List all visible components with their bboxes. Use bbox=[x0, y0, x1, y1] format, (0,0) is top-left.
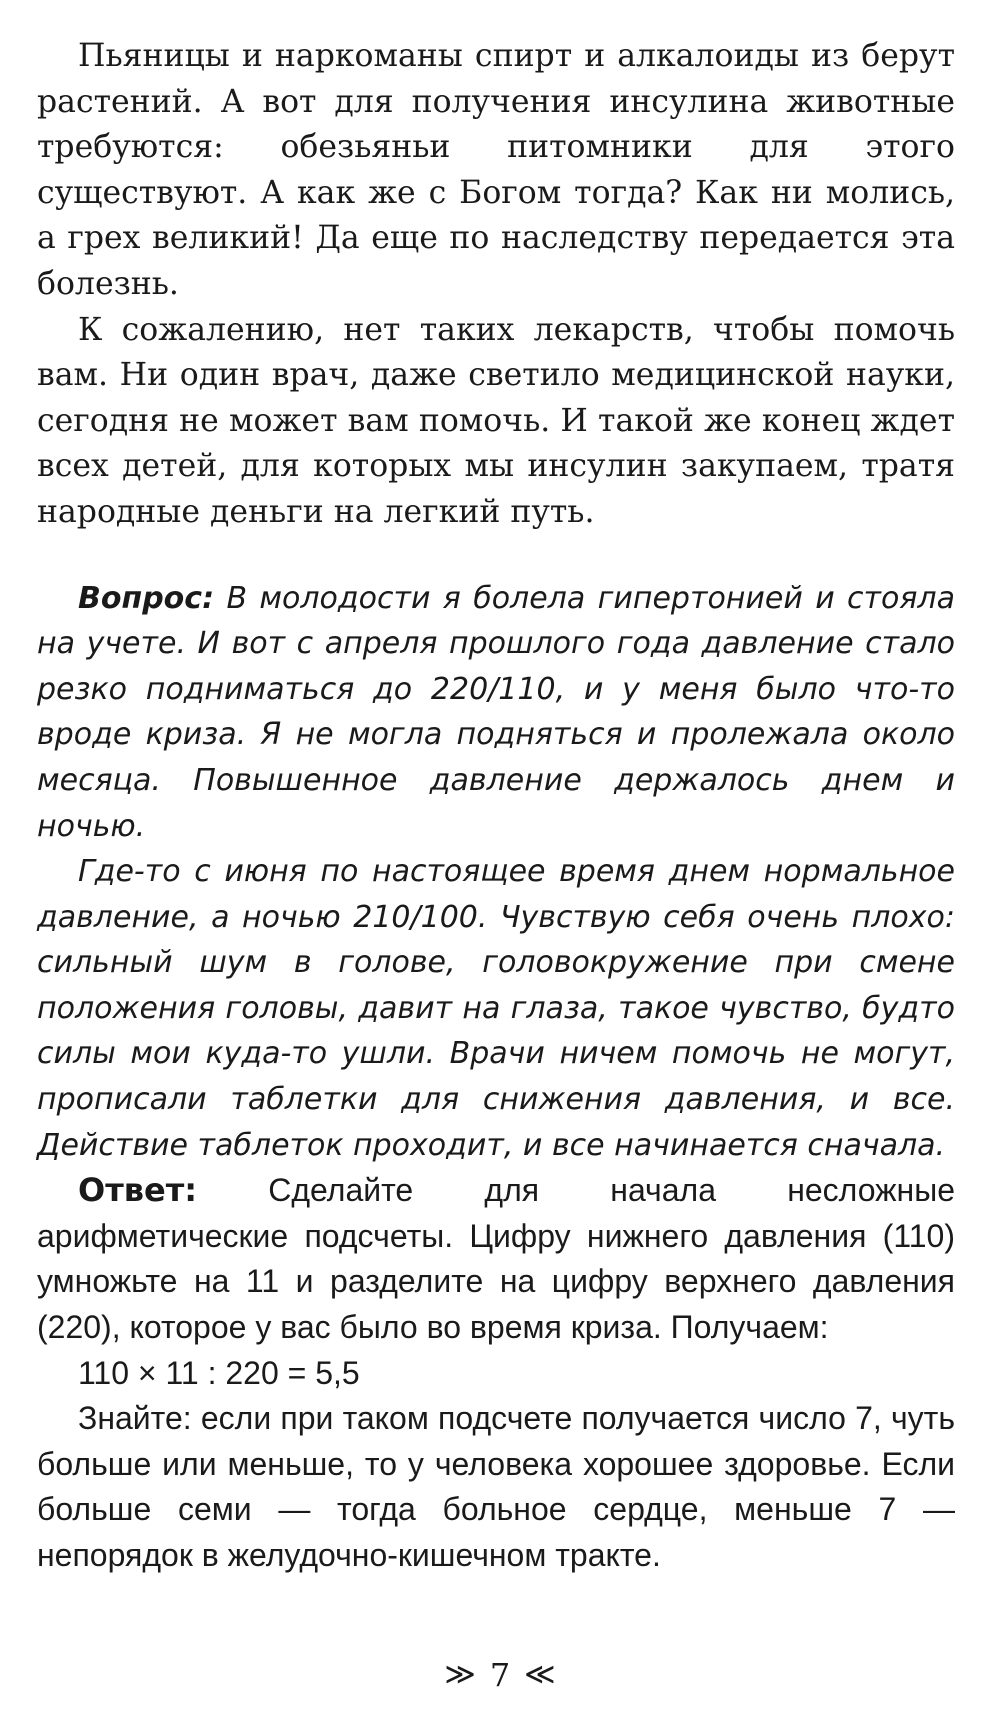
page-footer bbox=[0, 1652, 1000, 1695]
question-label: Вопрос: bbox=[78, 580, 215, 616]
answer-label: Ответ: bbox=[78, 1171, 198, 1210]
page-body bbox=[37, 34, 955, 1579]
page-number: 7 bbox=[489, 1655, 511, 1694]
ornament-left-icon: ≫ bbox=[444, 1656, 476, 1692]
ornament-right-icon: ≪ bbox=[524, 1656, 556, 1692]
answer-block bbox=[37, 1168, 955, 1350]
paragraph-no-medicine: К сожалению, нет таких лекарств, чтобы помочь вам. Ни один врач, даже светило медицинской науки, сегодня не может вам помочь. И такой же конец ждет всех детей, для которых мы инсулин закупаем, тратя народные деньги на легкий путь. bbox=[37, 311, 955, 530]
paragraph-intro: Пьяницы и наркоманы спирт и алкалоиды из берут растений. А вот для получения инсулина животные требуются: обезьяньи питомники для этого существуют. А как же с Богом тогда? Как ни молись, а грех великий! Да еще по наследству передается эта болезнь. bbox=[37, 38, 955, 302]
question-continuation: Где-то с июня по настоящее время днем нормальное давление, а ночью 210/100. Чувствую себя очень плохо: сильный шум в голове, головокружение при смене положения головы, давит на глаза, такое чувство, будто силы мои куда-то ушли. Врачи ничем помочь не могут, прописали таблетки для снижения давления, и все. Действие таблеток проходит, и все начинается сначала. bbox=[37, 854, 955, 1163]
answer-conclusion: Знайте: если при таком подсчете получается число 7, чуть больше или меньше, то у человека хорошее здоровье. Если больше семи — тогда больное сердце, меньше 7 — непорядок в желудочно-кишечном тракте. bbox=[37, 1400, 955, 1573]
question-text: В молодости я болела гипертонией и стояла на учете. И вот с апреля прошлого года давление стало резко подниматься до 220/110, и у меня было что-то вроде криза. Я не могла подняться и пролежала около месяца. Повышенное давление держалось днем и ночью. bbox=[37, 580, 955, 844]
answer-formula: 110 × 11 : 220 = 5,5 bbox=[78, 1354, 360, 1391]
question-block bbox=[37, 576, 955, 850]
answer-text: Сделайте для начала несложные арифметические подсчеты. Цифру нижнего давления (110) умножьте на 11 и разделите на цифру верхнего давления (220), которое у вас было во время криза. Получаем: bbox=[37, 1172, 955, 1346]
